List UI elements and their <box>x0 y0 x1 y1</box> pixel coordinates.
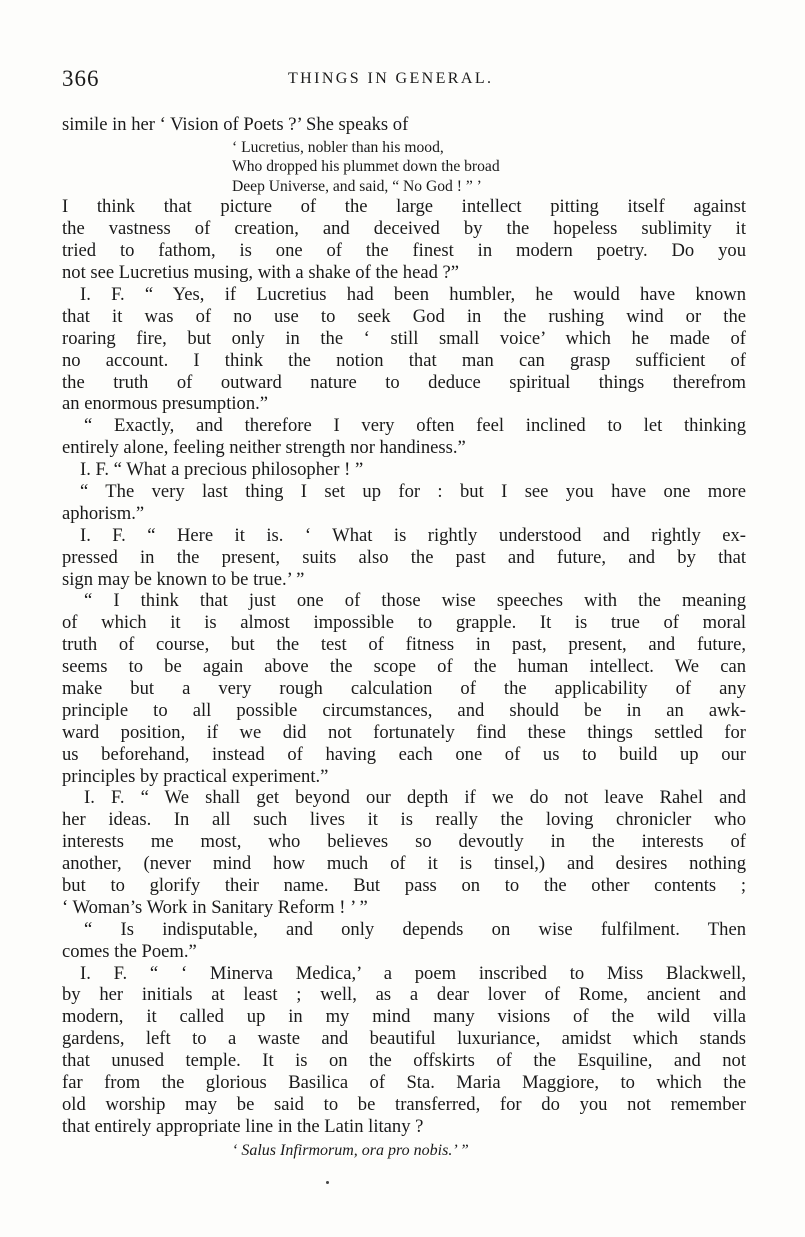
printer-mark <box>326 1181 329 1184</box>
text-line: ‘ Woman’s Work in Sanitary Reform ! ’ ” <box>62 896 368 918</box>
text-line: I. F. “ Yes, if Lucretius had been humbler, he would have known <box>80 283 746 305</box>
text-line: that unused temple. It is on the offskirts of the Esquiline, and not <box>62 1050 746 1072</box>
text-line: an enormous presumption.” <box>62 393 269 415</box>
text-line: her ideas. In all such lives it is really the loving chronicler who <box>62 809 746 831</box>
text-line: seems to be again above the scope of the human intellect. We can <box>62 656 746 678</box>
text-line: old worship may be said to be transferred, for do you not remember <box>62 1093 746 1115</box>
verse-line: Who dropped his plummet down the broad <box>232 158 500 176</box>
text-line: but to glorify their name. But pass on to the other contents ; <box>62 875 746 896</box>
text-line: roaring fire, but only in the ‘ still small voice’ which he made of <box>62 327 746 349</box>
body-text <box>62 114 746 1162</box>
text-line: another, (never mind how much of it is tinsel,) and desires nothing <box>62 853 746 875</box>
text-line: comes the Poem.” <box>62 940 197 962</box>
text-line: by her initials at least ; well, as a dear lover of Rome, ancient and <box>62 984 746 1006</box>
text-line: of which it is almost impossible to grapple. It is true of moral <box>62 612 746 634</box>
text-line: I. F. “ What a precious philosopher ! ” <box>80 459 364 481</box>
text-line: gardens, left to a waste and beautiful luxuriance, amidst which stands <box>62 1028 746 1050</box>
text-line: aphorism.” <box>62 502 145 524</box>
text-line: I. F. “ We shall get beyond our depth if we do not leave Rahel and <box>84 787 746 809</box>
page-number: 366 <box>62 66 100 91</box>
verse-quotation <box>62 138 746 197</box>
text-line: I think that picture of the large intellect pitting itself against <box>62 196 746 218</box>
text-line: I. F. “ ‘ Minerva Medica,’ a poem inscribed to Miss Blackwell, <box>80 962 746 984</box>
text-line: modern, it called up in my mind many visions of the wild villa <box>62 1006 746 1028</box>
latin-quotation: ‘ Salus Infirmorum, ora pro nobis.’ ” <box>232 1141 469 1159</box>
text-line: far from the glorious Basilica of Sta. Maria Maggiore, to which the <box>62 1072 746 1094</box>
text-line: tried to fathom, is one of the finest in modern poetry. Do you <box>62 240 746 262</box>
text-line: that it was of no use to seek God in the rushing wind or the <box>62 305 746 327</box>
text-line: “ The very last thing I set up for : but I see you have one more <box>80 480 746 502</box>
text-line: make but a very rough calculation of the applicability of any <box>62 677 746 699</box>
text-line: the vastness of creation, and deceived by the hopeless sublimity it <box>62 218 746 240</box>
text-line: ward position, if we did not fortunately find these things settled for <box>62 721 746 743</box>
text-line: entirely alone, feeling neither strength nor handiness.” <box>62 437 466 459</box>
text-line: truth of course, but the test of fitness in past, present, and future, <box>62 634 746 656</box>
text-line: no account. I think the notion that man can grasp sufficient of <box>62 349 746 371</box>
text-line: pressed in the present, suits also the past and future, and by that <box>62 546 746 568</box>
text-line: I. F. “ Here it is. ‘ What is rightly understood and rightly ex- <box>80 524 746 546</box>
verse-line: Deep Universe, and said, “ No God ! ” ’ <box>232 177 482 195</box>
text-line: “ Is indisputable, and only depends on wise fulfilment. Then <box>84 918 746 940</box>
text-line: principle to all possible circumstances, and should be in an awk- <box>62 699 746 721</box>
text-line: simile in her ‘ Vision of Poets ?’ She speaks of <box>62 114 409 135</box>
text-line: us beforehand, instead of having each one of us to build up our <box>62 743 746 765</box>
text-line: “ Exactly, and therefore I very often feel inclined to let thinking <box>84 415 746 437</box>
text-line: not see Lucretius musing, with a shake of the head ?” <box>62 262 460 284</box>
text-line: interests me most, who believes so devoutly in the interests of <box>62 831 746 853</box>
text-line: principles by practical experiment.” <box>62 765 329 787</box>
text-line: sign may be known to be true.’ ” <box>62 568 305 590</box>
text-line: “ I think that just one of those wise speeches with the meaning <box>84 590 746 612</box>
verse-line: ‘ Lucretius, nobler than his mood, <box>232 138 444 156</box>
text-line: the truth of outward nature to deduce spiritual things therefrom <box>62 371 746 393</box>
page-header <box>62 66 752 92</box>
running-title: THINGS IN GENERAL. <box>288 70 494 87</box>
text-line: that entirely appropriate line in the Latin litany ? <box>62 1115 424 1137</box>
